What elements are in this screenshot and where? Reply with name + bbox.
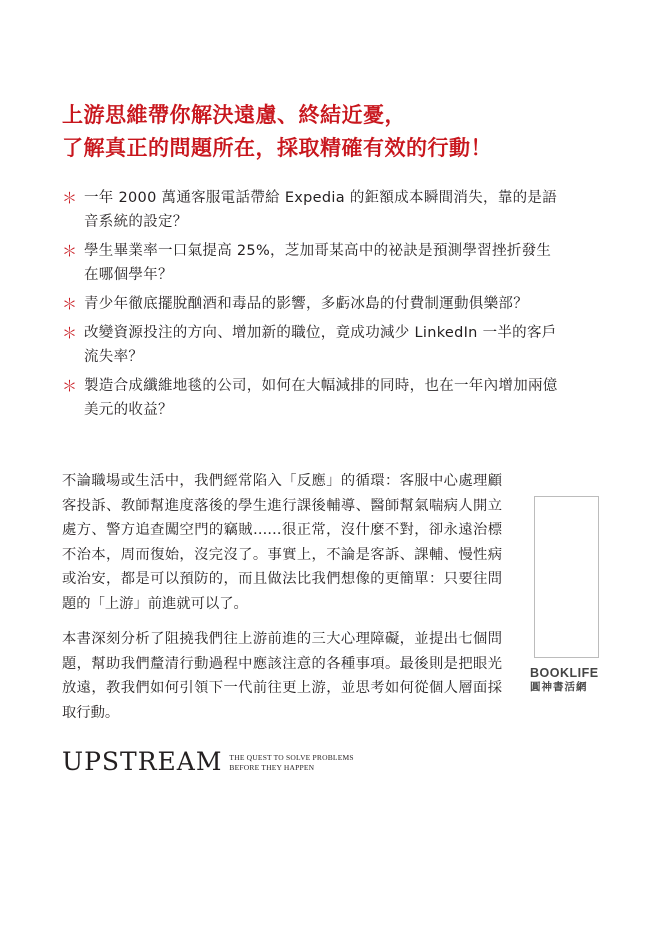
logo-chinese: 圓神書活網 — [530, 681, 588, 693]
footer-subtitle-line-2: BEFORE THEY HAPPEN — [229, 763, 315, 772]
headline-line-2: 了解真正的問題所在，採取精確有效的行動！ — [62, 136, 492, 160]
bullet-text: 改變資源投注的方向、增加新的職位，竟成功減少 LinkedIn 一半的客戶流失率？ — [84, 325, 557, 365]
footer-subtitle — [229, 753, 353, 773]
logo-english: BOOKLIFE — [530, 666, 599, 680]
bullet-list — [62, 186, 562, 427]
bullet-text: 學生畢業率一口氣提高 25%，芝加哥某高中的祕訣是預測學習挫折發生在哪個學年？ — [84, 243, 552, 283]
footer-title-block — [62, 747, 354, 777]
asterisk-icon: ＊ — [62, 295, 78, 313]
asterisk-icon: ＊ — [62, 324, 78, 342]
headline-line-1: 上游思維帶你解決遠慮、終結近憂， — [62, 103, 406, 127]
bullet-item — [62, 186, 562, 234]
bullet-item — [62, 239, 562, 287]
footer-title: UPSTREAM — [62, 747, 223, 776]
body-paragraph-1: 不論職場或生活中，我們經常陷入「反應」的循環：客服中心處理顧客投訴、教師幫進度落後的學生進行課後輔導、醫師幫氣喘病人開立處方、警方追查闖空門的竊賊……很正常，沒什麼不對，卻永遠治標不治本，周而復始，沒完沒了。事實上，不論是客訴、課輔、慢性病或治安，都是可以預防的，而且做法比我們想像的更簡單：只要往問題的「上游」前進就可以了。 — [62, 473, 502, 612]
bullet-item — [62, 321, 562, 369]
asterisk-icon: ＊ — [62, 377, 78, 395]
body-paragraph-2: 本書深刻分析了阻撓我們往上游前進的三大心理障礙，並提出七個問題，幫助我們釐清行動過程中應該注意的各種事項。最後則是把眼光放遠，教我們如何引領下一代前往更上游，並思考如何從個人層面採取行動。 — [62, 631, 502, 721]
bullet-text: 製造合成纖維地毯的公司，如何在大幅減排的同時，也在一年內增加兩億美元的收益？ — [84, 378, 558, 418]
asterisk-icon: ＊ — [62, 242, 78, 260]
bullet-text: 青少年徹底擺脫酗酒和毒品的影響，多虧冰島的付費制運動俱樂部？ — [84, 296, 528, 312]
asterisk-icon: ＊ — [62, 189, 78, 207]
bullet-item — [62, 292, 562, 316]
bullet-item — [62, 374, 562, 422]
footer-subtitle-line-1: THE QUEST TO SOLVE PROBLEMS — [229, 753, 354, 762]
bullet-text: 一年 2000 萬通客服電話帶給 Expedia 的鉅額成本瞬間消失，靠的是語音系統的設定？ — [84, 190, 558, 230]
booklife-logo — [530, 666, 620, 694]
headline — [62, 99, 602, 165]
barcode-placeholder-box — [534, 496, 599, 658]
